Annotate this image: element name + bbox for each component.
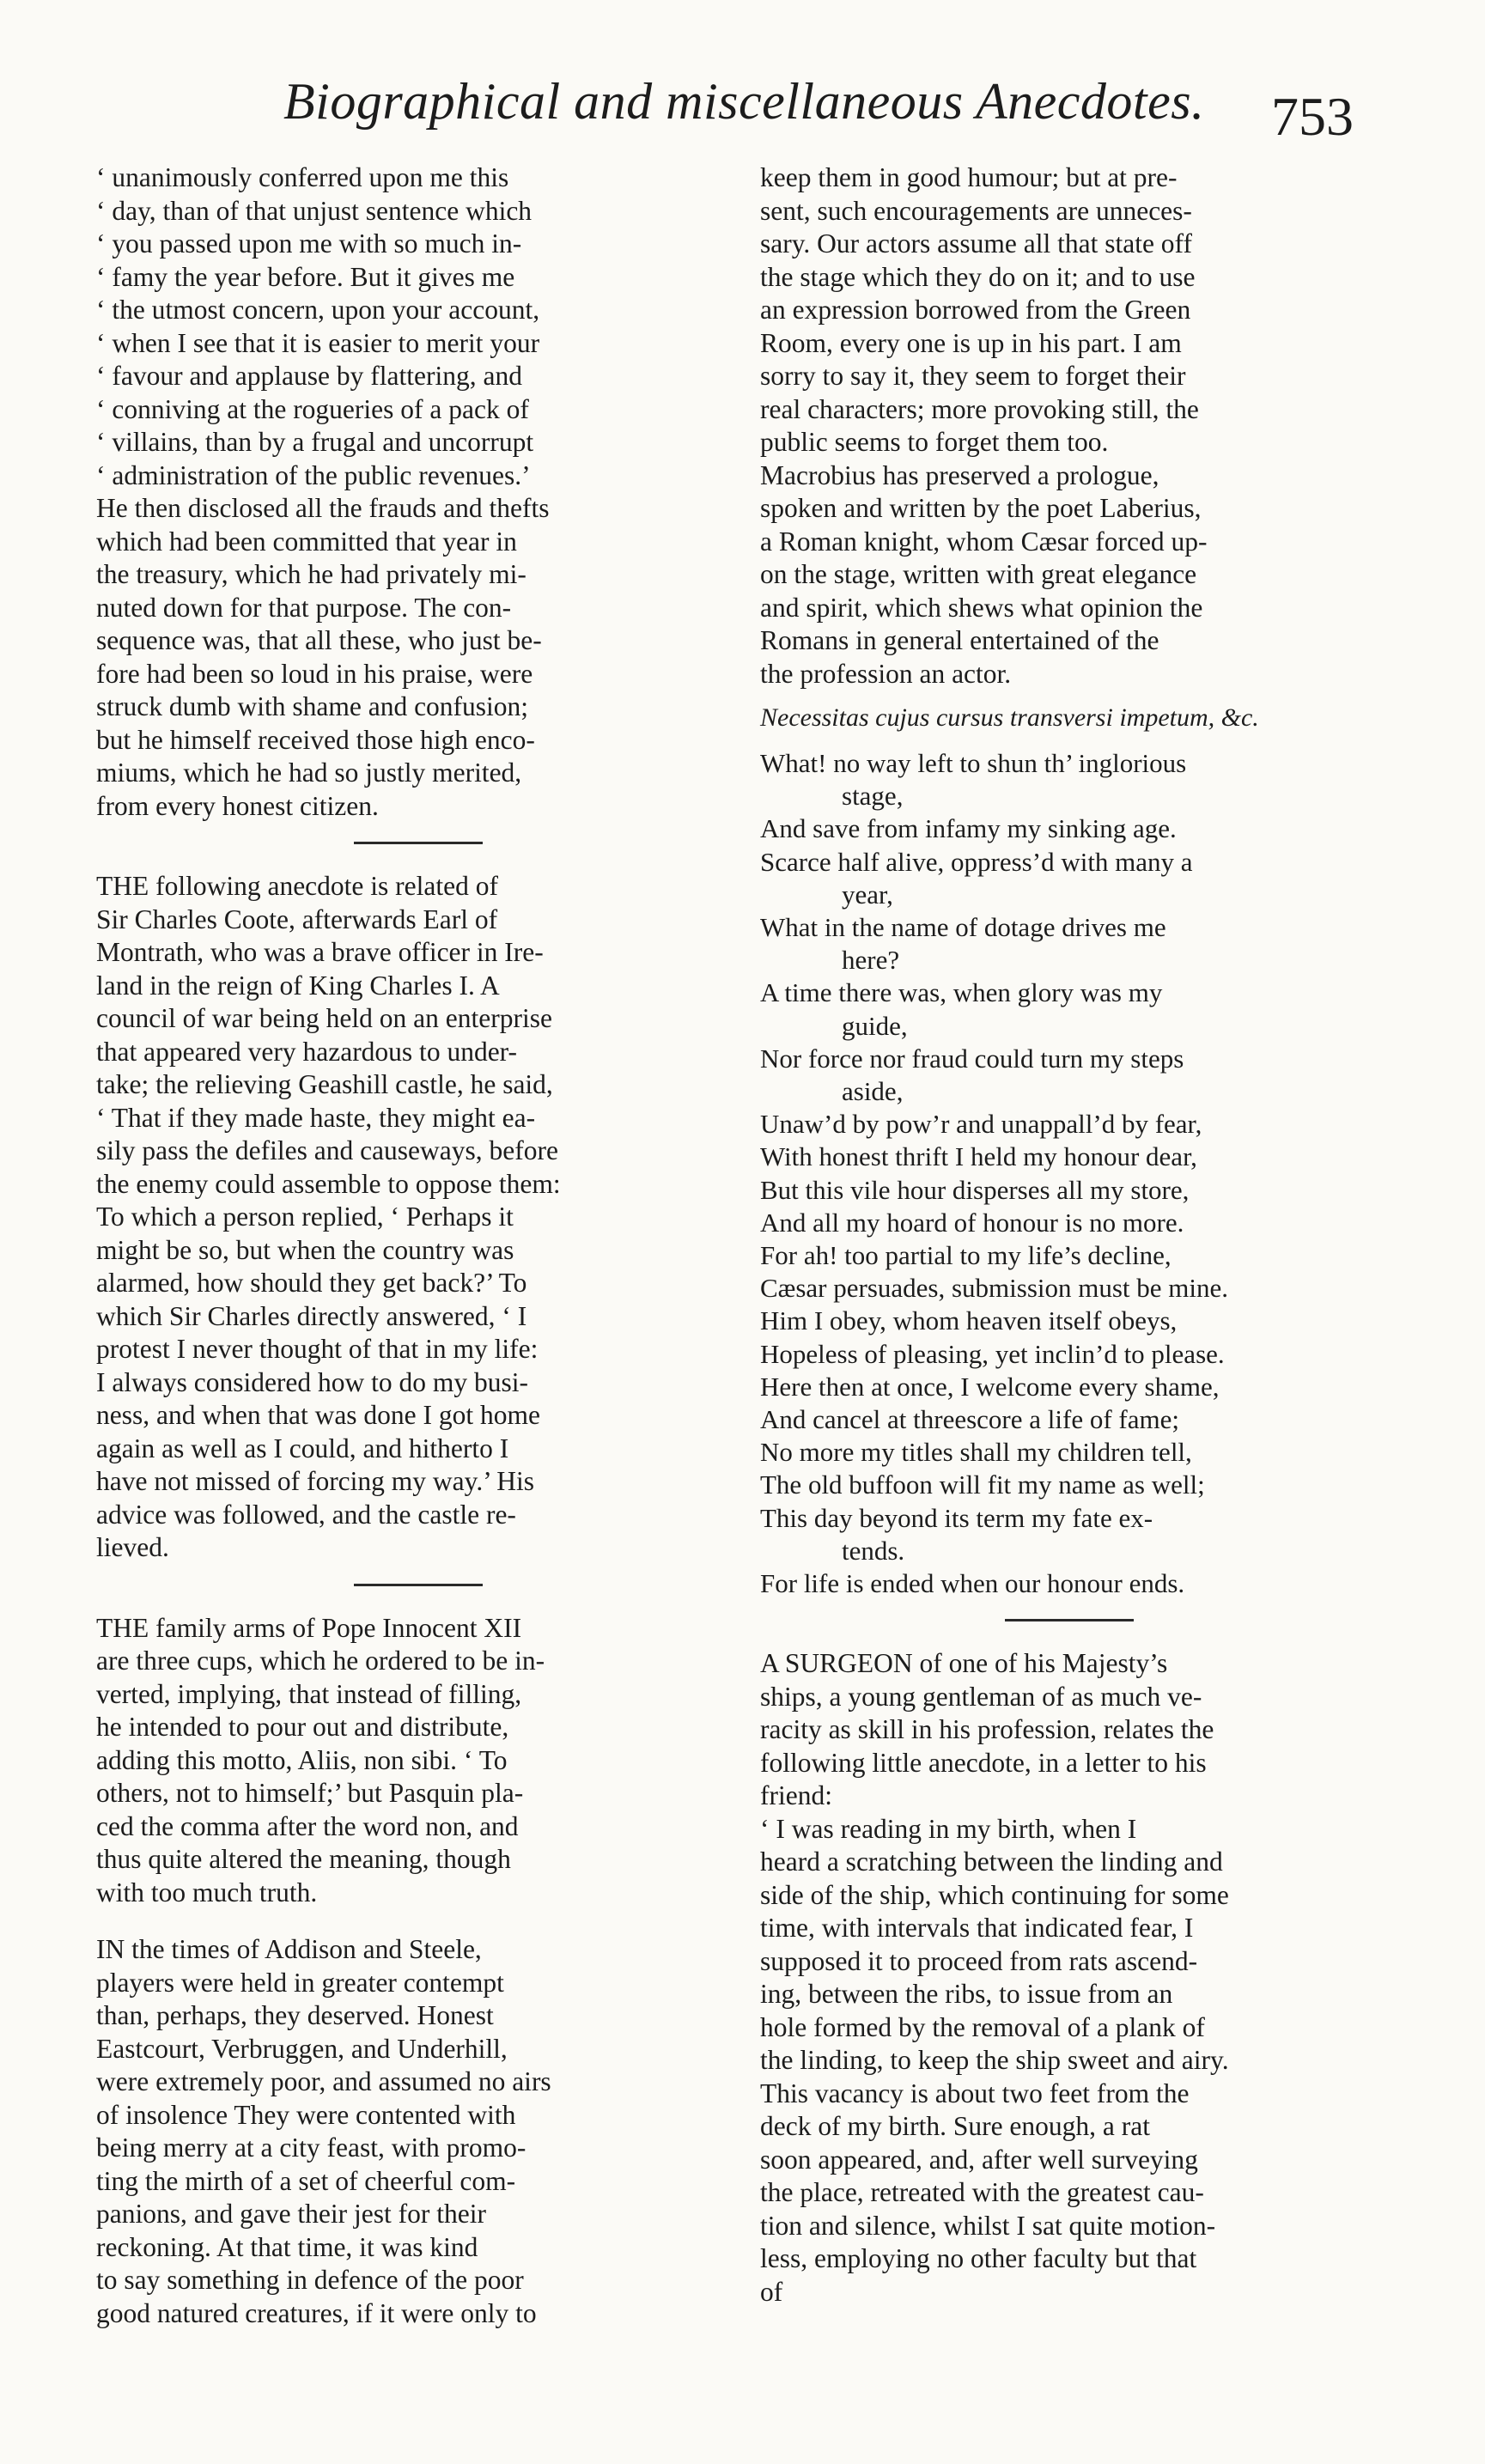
text-line: nuted down for that purpose. The con- bbox=[96, 592, 512, 623]
text-line: of bbox=[760, 2276, 783, 2307]
section-divider bbox=[1005, 1619, 1134, 1621]
text-line: which Sir Charles directly answered, ‘ I bbox=[96, 1300, 527, 1331]
text-line: on the stage, written with great elegance bbox=[760, 559, 1197, 589]
text-line: with too much truth. bbox=[96, 1877, 318, 1907]
text-line: ‘ the utmost concern, upon your account, bbox=[96, 295, 540, 325]
paragraph-gap bbox=[96, 1909, 740, 1933]
text-line: advice was followed, and the castle re- bbox=[96, 1499, 516, 1530]
text-line: verted, implying, that instead of filling, bbox=[96, 1678, 522, 1709]
verse-line: What in the name of dotage drives me bbox=[760, 912, 1166, 943]
text-line: THE following anecdote is related of bbox=[96, 871, 498, 901]
text-line: struck dumb with shame and confusion; bbox=[96, 691, 529, 721]
text-line: THE family arms of Pope Innocent XII bbox=[96, 1612, 522, 1643]
verse-line: guide, bbox=[842, 1010, 908, 1041]
verse-line: year, bbox=[842, 879, 893, 910]
text-line: panions, and gave their jest for their bbox=[96, 2199, 486, 2229]
text-line: ting the mirth of a set of cheerful com- bbox=[96, 2165, 516, 2196]
text-line: ced the comma after the word non, and bbox=[96, 1810, 519, 1841]
text-line: an expression borrowed from the Green bbox=[760, 295, 1191, 325]
section-divider bbox=[354, 842, 483, 844]
text-line: but he himself received those high enco- bbox=[96, 724, 535, 755]
text-line: ‘ conniving at the rogueries of a pack of bbox=[96, 393, 529, 424]
text-line: I always considered how to do my busi- bbox=[96, 1366, 529, 1397]
text-line: sent, such encouragements are unneces- bbox=[760, 195, 1192, 226]
text-line: ‘ day, than of that unjust sentence which bbox=[96, 195, 533, 226]
verse-line: Scarce half alive, oppress’d with many a bbox=[760, 846, 1193, 877]
text-line: the stage which they do on it; and to use bbox=[760, 261, 1196, 292]
text-line: sequence was, that all these, who just be- bbox=[96, 625, 542, 655]
text-line: Room, every one is up in his part. I am bbox=[760, 327, 1182, 358]
text-line: time, with intervals that indicated fear, I bbox=[760, 1913, 1194, 1944]
left-column bbox=[96, 161, 740, 2330]
text-line: real characters; more provoking still, the bbox=[760, 393, 1199, 424]
verse-line: What! no way left to shun th’ inglorious bbox=[760, 748, 1187, 778]
paragraph-macrobius bbox=[760, 459, 1378, 691]
text-line: council of war being held on an enterprise bbox=[96, 1003, 552, 1033]
verse-line: But this vile hour disperses all my store, bbox=[760, 1174, 1190, 1205]
text-line: Montrath, who was a brave officer in Ire- bbox=[96, 937, 544, 967]
text-line: ‘ you passed upon me with so much in- bbox=[96, 228, 522, 259]
text-line: might be so, but when the country was bbox=[96, 1234, 514, 1265]
verse-line: A time there was, when glory was my bbox=[760, 977, 1163, 1008]
text-line: which had been committed that year in bbox=[96, 526, 517, 557]
text-line: friend: bbox=[760, 1780, 832, 1811]
running-header: Biographical and miscellaneous Anecdotes. bbox=[283, 73, 1205, 130]
text-line: Romans in general entertained of the bbox=[760, 625, 1159, 655]
verse-line: For ah! too partial to my life’s decline, bbox=[760, 1240, 1172, 1271]
text-line: the profession an actor. bbox=[760, 658, 1012, 689]
paragraph-addison-steele bbox=[96, 1933, 740, 2330]
verse-line: And cancel at threescore a life of fame; bbox=[760, 1404, 1179, 1435]
text-line: ing, between the ribs, to issue from an bbox=[760, 1979, 1173, 2010]
text-line: again as well as I could, and hitherto I bbox=[96, 1433, 509, 1463]
text-line: ‘ when I see that it is easier to merit your bbox=[96, 327, 540, 358]
text-line: following little anecdote, in a letter to his bbox=[760, 1747, 1207, 1778]
text-line: deck of my birth. Sure enough, a rat bbox=[760, 2111, 1150, 2142]
verse-line: No more my titles shall my children tell, bbox=[760, 1437, 1192, 1468]
text-line: Sir Charles Coote, afterwards Earl of bbox=[96, 903, 498, 934]
text-line: A SURGEON of one of his Majesty’s bbox=[760, 1648, 1168, 1679]
text-line: a Roman knight, whom Cæsar forced up- bbox=[760, 526, 1208, 557]
text-line: to say something in defence of the poor bbox=[96, 2265, 524, 2295]
text-line: soon appeared, and, after well surveying bbox=[760, 2144, 1198, 2175]
paragraph-pope-innocent bbox=[96, 1612, 740, 1910]
text-line: ‘ favour and applause by flattering, and bbox=[96, 361, 522, 391]
text-line: sily pass the defiles and causeways, before bbox=[96, 1135, 558, 1165]
text-line: adding this motto, Aliis, non sibi. ‘ To bbox=[96, 1744, 508, 1775]
paragraph-roman-speech bbox=[96, 161, 740, 823]
verse-line: Unaw’d by pow’r and unappall’d by fear, bbox=[760, 1109, 1202, 1140]
text-line: ‘ administration of the public revenues.’ bbox=[96, 459, 531, 490]
text-line: spoken and written by the poet Laberius, bbox=[760, 493, 1202, 523]
text-line: the linding, to keep the ship sweet and airy. bbox=[760, 2045, 1229, 2076]
verse-line: Cæsar persuades, submission must be mine. bbox=[760, 1273, 1229, 1304]
text-line: Eastcourt, Verbruggen, and Underhill, bbox=[96, 2033, 508, 2064]
verse-line: Him I obey, whom heaven itself obeys, bbox=[760, 1305, 1178, 1336]
text-line: ness, and when that was done I got home bbox=[96, 1400, 541, 1430]
verse-line: stage, bbox=[842, 781, 904, 812]
text-line: hole formed by the removal of a plank of bbox=[760, 2011, 1205, 2042]
text-line: side of the ship, which continuing for some bbox=[760, 1879, 1229, 1910]
text-line: racity as skill in his profession, relates the bbox=[760, 1714, 1214, 1745]
text-line: and spirit, which shews what opinion the bbox=[760, 592, 1203, 623]
verse-line: And all my hoard of honour is no more. bbox=[760, 1207, 1184, 1238]
text-line: IN the times of Addison and Steele, bbox=[96, 1934, 482, 1964]
verse-line: For life is ended when our honour ends. bbox=[760, 1568, 1185, 1599]
text-line: He then disclosed all the frauds and thefts bbox=[96, 493, 550, 523]
text-line: are three cups, which he ordered to be in- bbox=[96, 1646, 545, 1676]
paragraph-coote-anecdote bbox=[96, 870, 740, 1565]
verse-line: And save from infamy my sinking age. bbox=[760, 813, 1177, 844]
text-line: less, employing no other faculty but that bbox=[760, 2243, 1197, 2274]
text-line: ‘ That if they made haste, they might ea- bbox=[96, 1102, 536, 1133]
text-line: fore had been so loud in his praise, were bbox=[96, 658, 533, 689]
text-line: the enemy could assemble to oppose them: bbox=[96, 1168, 561, 1199]
prologue-verse bbox=[760, 747, 1378, 1600]
text-line: than, perhaps, they deserved. Honest bbox=[96, 2000, 494, 2030]
text-line: ‘ famy the year before. But it gives me bbox=[96, 261, 515, 292]
text-line: lieved. bbox=[96, 1532, 169, 1562]
verse-line: tends. bbox=[842, 1535, 905, 1566]
text-line: ‘ villains, than by a frugal and uncorrupt bbox=[96, 427, 534, 457]
text-line: Macrobius has preserved a prologue, bbox=[760, 459, 1159, 490]
text-line: take; the relieving Geashill castle, he said, bbox=[96, 1069, 553, 1099]
page-number: 753 bbox=[1271, 86, 1354, 147]
text-line: keep them in good humour; but at pre- bbox=[760, 162, 1178, 192]
text-line: public seems to forget them too. bbox=[760, 427, 1109, 457]
text-line: of insolence They were contented with bbox=[96, 2099, 516, 2130]
text-line: ships, a young gentleman of as much ve- bbox=[760, 1681, 1202, 1712]
text-line: This vacancy is about two feet from the bbox=[760, 2078, 1190, 2108]
verse-line: This day beyond its term my fate ex- bbox=[760, 1502, 1153, 1533]
text-line: were extremely poor, and assumed no airs bbox=[96, 2066, 551, 2096]
text-line: miums, which he had so justly merited, bbox=[96, 757, 522, 788]
text-line: the place, retreated with the greatest cau- bbox=[760, 2177, 1204, 2208]
text-line: have not missed of forcing my way.’ His bbox=[96, 1466, 535, 1496]
verse-line: Hopeless of pleasing, yet inclin’d to please. bbox=[760, 1338, 1225, 1369]
right-column bbox=[760, 161, 1378, 2309]
text-line: supposed it to proceed from rats ascend- bbox=[760, 1945, 1198, 1976]
text-line: sorry to say it, they seem to forget their bbox=[760, 361, 1186, 391]
text-line: heard a scratching between the linding and bbox=[760, 1846, 1223, 1877]
verse-line: here? bbox=[842, 945, 900, 976]
verse-line: aside, bbox=[842, 1076, 904, 1107]
text-line: good natured creatures, if it were only to bbox=[96, 2297, 537, 2328]
text-line: tion and silence, whilst I sat quite motion- bbox=[760, 2210, 1216, 2241]
verse-line: The old buffoon will fit my name as well; bbox=[760, 1469, 1205, 1500]
text-line: others, not to himself;’ but Pasquin pla- bbox=[96, 1778, 524, 1808]
text-line: land in the reign of King Charles I. A bbox=[96, 970, 500, 1001]
text-line: he intended to pour out and distribute, bbox=[96, 1712, 509, 1742]
text-line: from every honest citizen. bbox=[96, 790, 379, 821]
verse-line: Here then at once, I welcome every shame, bbox=[760, 1371, 1220, 1402]
text-line: being merry at a city feast, with promo- bbox=[96, 2132, 526, 2163]
text-line: protest I never thought of that in my life: bbox=[96, 1334, 539, 1364]
text-line: sary. Our actors assume all that state off bbox=[760, 228, 1192, 259]
text-line: the treasury, which he had privately mi- bbox=[96, 559, 526, 589]
section-divider bbox=[354, 1584, 483, 1586]
text-line: thus quite altered the meaning, though bbox=[96, 1844, 511, 1874]
paragraph-actors bbox=[760, 161, 1378, 459]
verse-title: Necessitas cujus cursus transversi impetum, &c. bbox=[760, 703, 1259, 732]
text-line: players were held in greater contempt bbox=[96, 1967, 504, 1998]
text-line: ‘ I was reading in my birth, when I bbox=[760, 1813, 1137, 1844]
paragraph-surgeon bbox=[760, 1647, 1378, 2309]
verse-line: Nor force nor fraud could turn my steps bbox=[760, 1043, 1184, 1074]
text-line: alarmed, how should they get back?’ To bbox=[96, 1268, 527, 1298]
text-line: To which a person replied, ‘ Perhaps it bbox=[96, 1202, 514, 1232]
text-line: that appeared very hazardous to under- bbox=[96, 1036, 518, 1067]
verse-line: With honest thrift I held my honour dear, bbox=[760, 1141, 1197, 1172]
text-line: ‘ unanimously conferred upon me this bbox=[96, 162, 509, 192]
text-line: reckoning. At that time, it was kind bbox=[96, 2231, 478, 2262]
